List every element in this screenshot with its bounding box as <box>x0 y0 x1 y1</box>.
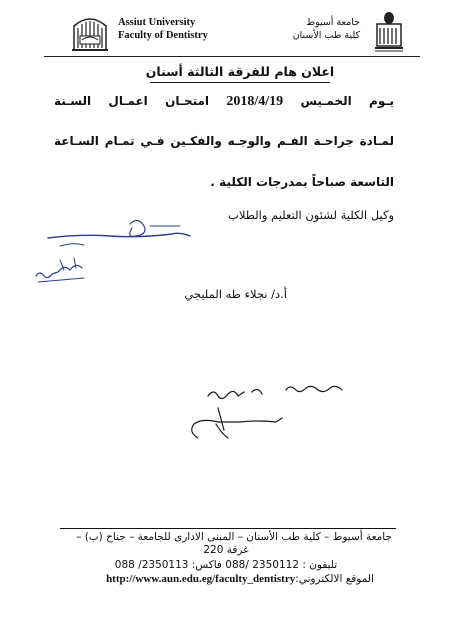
body-line-2: لمـادة جراحـة الفـم والوجـه والفكـين فـي تمـام السـاعة <box>54 134 394 148</box>
body-line-3: التاسعة صباحاً بمدرجات الكلية . <box>210 175 394 189</box>
faculty-en: Faculty of Dentistry <box>118 30 208 41</box>
faculty-logo-right <box>372 10 406 52</box>
footer-phone-fax: تليفون : 2350112 /088 فاكس: 2350113/ 088 <box>114 559 338 571</box>
signatory-name: أ.د/ نجلاء طه المليجي <box>184 287 287 301</box>
university-name-ar <box>293 16 360 42</box>
body-line-1 <box>54 93 394 110</box>
university-name-en <box>118 16 208 42</box>
university-en: Assiut University <box>118 17 196 28</box>
faculty-ar: كلية طب الأسنان <box>292 30 360 41</box>
footer-room: غرفة 220 <box>203 544 249 556</box>
body-line-1-day: يـوم الخمـيس <box>300 94 394 108</box>
exam-date: 2018/4/19 <box>226 94 284 109</box>
footer-website <box>70 573 410 586</box>
university-ar: جامعة أسيوط <box>306 17 360 28</box>
announcement-title: اعلان هام للفرقة الثالثة أسنان <box>145 64 335 79</box>
body-line-1-exam: امتحـان اعمـال السـنة <box>54 94 210 108</box>
handwritten-date <box>30 250 90 290</box>
footer-address: جامعة أسيوط – كلية طب الأسنان – المبنى الادارى للجامعة – جناح (ب) – <box>76 531 392 543</box>
vice-dean-title: وكيل الكلية لشئون التعليم والطلاب <box>228 208 394 222</box>
university-logo-left <box>70 10 110 52</box>
website-label: الموقع الالكتروني: <box>295 573 374 585</box>
header-divider <box>44 56 420 57</box>
title-underline <box>150 82 330 83</box>
handwritten-annotation <box>178 378 358 448</box>
website-url[interactable]: http://www.aun.edu.eg/faculty_dentistry <box>106 573 296 585</box>
footer-divider <box>60 528 396 529</box>
